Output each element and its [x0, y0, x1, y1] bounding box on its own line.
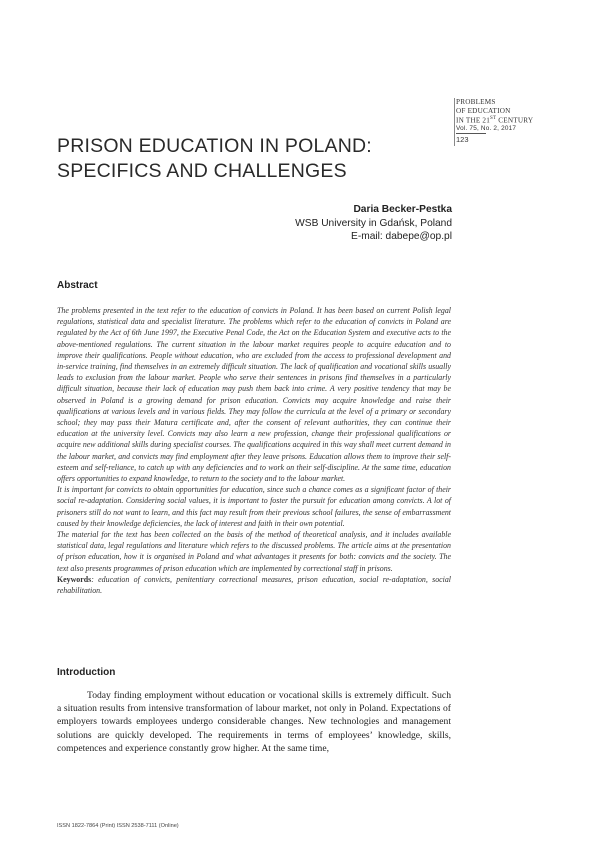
paper-title — [57, 134, 457, 184]
journal-line-2: OF EDUCATION — [456, 106, 511, 115]
title-line-1: PRISON EDUCATION IN POLAND: — [57, 135, 372, 157]
abstract-body — [57, 305, 451, 596]
page-number: 123 — [456, 133, 486, 144]
abstract-heading: Abstract — [57, 280, 98, 291]
introduction-heading: Introduction — [57, 667, 116, 678]
journal-line-3: IN THE 21ST CENTURY — [456, 116, 534, 125]
abstract-paragraph-3: The material for the text has been collected on the basis of the method of theoretical analysis, and it includes available statistical data, legal regulations and literature which refers to the discussed problems. The article aims at the presentation of prison education, how it is organised in Poland and what advantages it presents for both: convicts and the society. The text also presents programmes of prison education which are implemented by correctional staff in prisons. — [57, 530, 451, 573]
keywords-text: : education of convicts, penitentiary correctional measures, prison education, social re-adaptation, social rehabilitation. — [57, 574, 451, 596]
issn-footer: ISSN 1822-7864 (Print) ISSN 2538-7111 (Online) — [57, 823, 179, 829]
introduction-body — [57, 689, 451, 755]
introduction-paragraph: Today finding employment without education or vocational skills is extremely difficult. Such a situation results from intensive transformation of labour market, not only in Poland. Expectations of employers towards employees undergo considerable changes. New technologies and management solutions are quickly developed. The requirements in terms of employees’ knowledge, skills, competences and experience constantly grow higher. At the same time, — [57, 690, 451, 754]
journal-line-1: PROBLEMS — [456, 98, 496, 106]
keywords-label: Keywords — [57, 574, 92, 584]
journal-header — [456, 98, 596, 134]
abstract-paragraph-1: The problems presented in the text refer to the education of convicts in Poland. It has been based on current Polish legal regulations, statistical data and specialist literature. The problems which refer to the education of convicts in Poland are regulated by the Act of 6th June 1997, the Executive Penal Code, the Act on the Education System and executive acts to the above-mentioned regulations. The current situation in the labour market requires people to acquire education and to improve their qualifications. People without education, who are excluded from the access to professional development and in-service training, find themselves in an extremely difficult situation. The lack of qualification and vocational skills usually leads to exclusion from the labour market. People who serve their sentences in prisons find themselves in a particularly difficult situation, because their lack of education may push them back into crime. A very positive tendency that may be observed in Poland is a growing demand for prison education. Convicts may acquire knowledge and raise their qualifications at various levels and in various fields. They may follow the curricula at the level of a primary or secondary school; they may pass their Matura certificate and, after the consent of relevant authorities, they can continue their education at the university level. Convicts may also learn a new profession, change their professional qualifications or acquire new additional skills during specialist courses. The qualifications acquired in this way shall meet current demand in the labour market, and convicts may find employment after they leave prisons. Education allows them to improve their self-esteem and self-reliance, to catch up with any deficiencies and to work on their self-discipline. At the same time, education offers opportunities to expand knowledge, to return to the society and to the labour market. — [57, 306, 451, 484]
author-email[interactable]: E-mail: dabepe@op.pl — [351, 231, 452, 242]
keywords — [57, 574, 451, 596]
journal-volume: Vol. 75, No. 2, 2017 — [456, 125, 517, 133]
abstract-paragraph-2: It is important for convicts to obtain opportunities for education, since such a chance comes as a significant factor of their social re-adaptation. Considering social values, it is important to foster the pursuit for education among convicts. A lot of prisoners still do not want to learn, and this fact may result from their previous school failures, the sense of embarrassment caused by their knowledge deficiencies, the lack of interest and faith in their own potential. — [57, 485, 451, 528]
author-block — [295, 203, 452, 244]
title-line-2: SPECIFICS AND CHALLENGES — [57, 160, 347, 182]
author-name: Daria Becker-Pestka — [353, 204, 452, 215]
author-affiliation: WSB University in Gdańsk, Poland — [295, 217, 452, 229]
